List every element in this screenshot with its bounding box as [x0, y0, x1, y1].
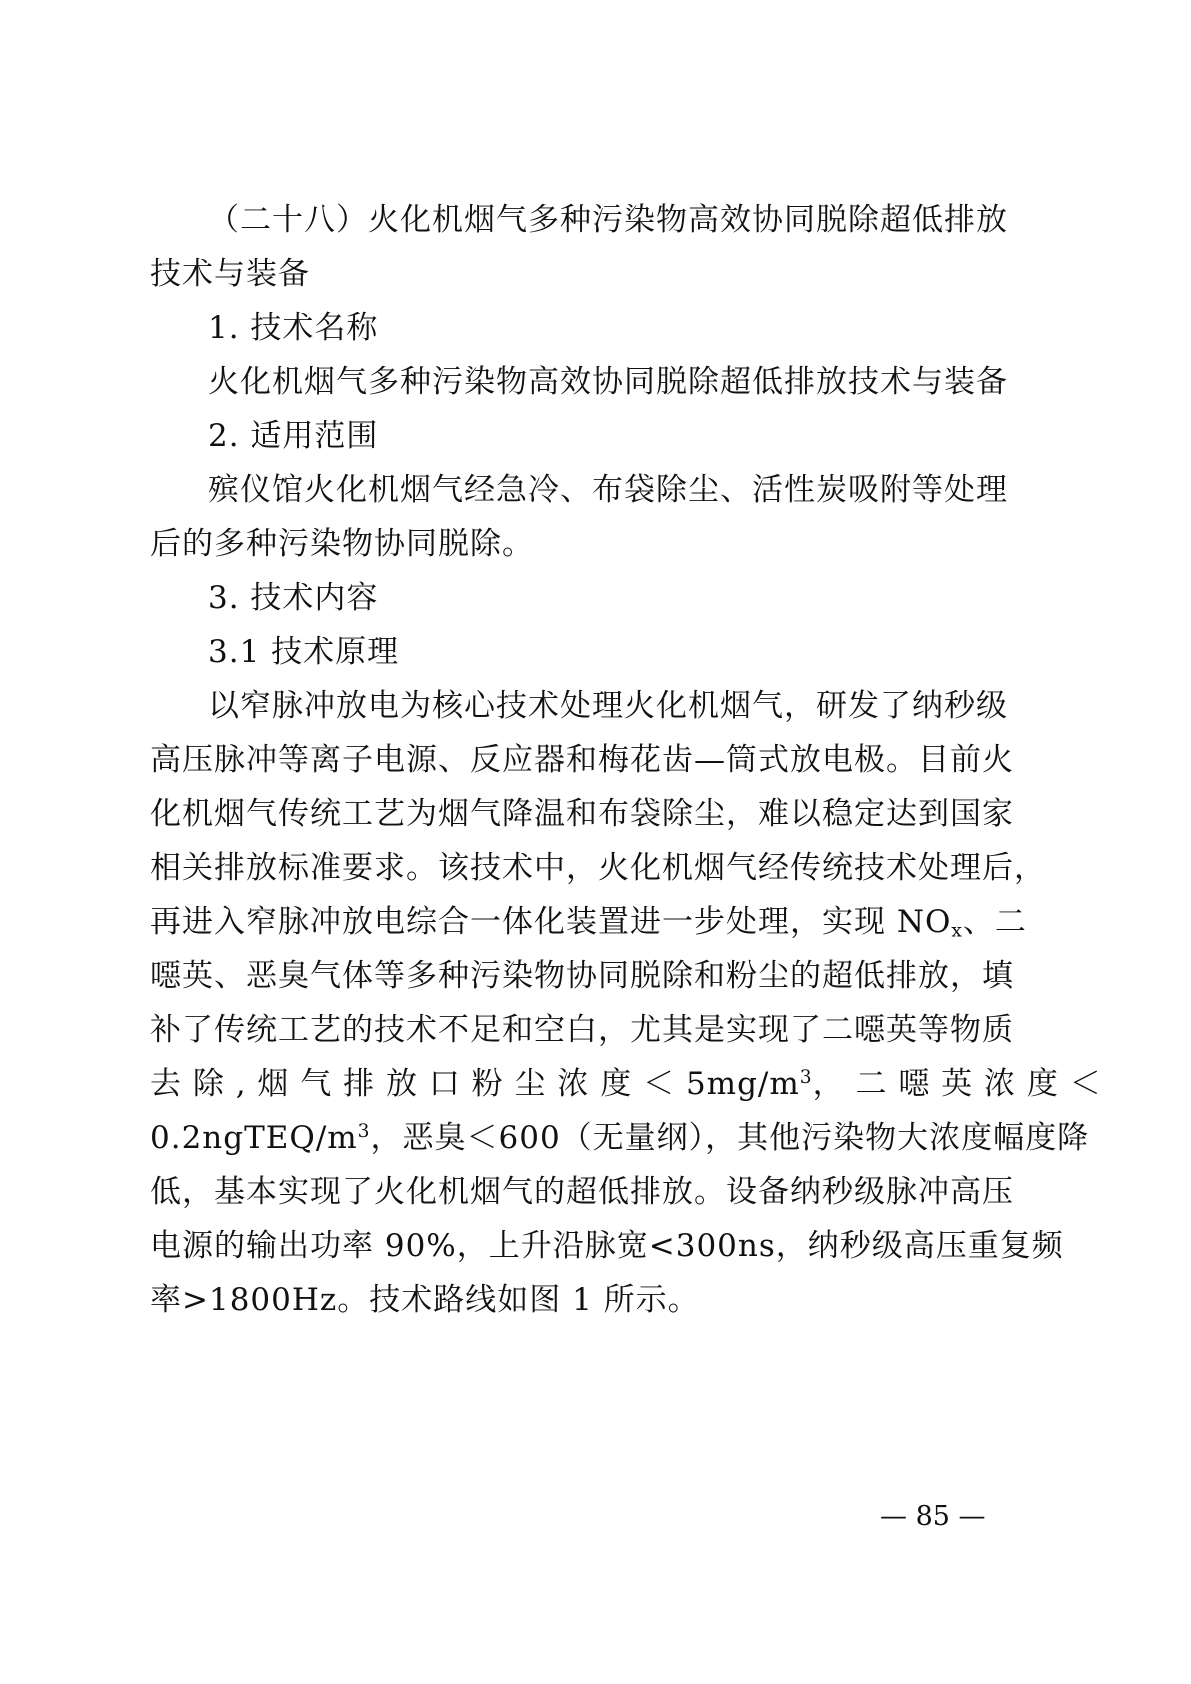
principle-line1: 以窄脉冲放电为核心技术处理火化机烟气，研发了纳秒级	[208, 688, 1008, 724]
heading-tech-content: 3. 技术内容	[208, 580, 379, 616]
principle-line12: 率>1800Hz。技术路线如图 1 所示。	[150, 1282, 700, 1318]
principle-line9: $0.2ngTEQ/m^3$，恶臭＜600（无量纲），其他污染物大浓度幅度降	[150, 1120, 1090, 1156]
principle-line4: 相关排放标准要求。该技术中，火化机烟气经传统技术处理后，	[150, 850, 1046, 886]
principle-line2: 高压脉冲等离子电源、反应器和梅花齿—筒式放电极。目前火	[150, 742, 1014, 778]
section-title-line1: （二十八）火化机烟气多种污染物高效协同脱除超低排放	[208, 202, 1008, 238]
principle-line11: 电源的输出功率 90%，上升沿脉宽<300ns，纳秒级高压重复频	[150, 1228, 1064, 1264]
principle-line10: 低，基本实现了火化机烟气的超低排放。设备纳秒级脉冲高压	[150, 1174, 1014, 1210]
principle-line5: 再进入窄脉冲放电综合一体化装置进一步处理，实现 $NO_x$、二	[150, 904, 1027, 942]
heading-tech-name: 1. 技术名称	[208, 310, 379, 346]
scope-text-line1: 殡仪馆火化机烟气经急冷、布袋除尘、活性炭吸附等处理	[208, 472, 1008, 508]
principle-line8: 去 除 , 烟 气 排 放 口 粉 尘 浓 度 ＜ $5mg/m^3$， 二 噁 英 浓 度 ＜	[150, 1066, 1102, 1102]
scope-text-line2: 后的多种污染物协同脱除。	[150, 526, 534, 562]
principle-line7: 补了传统工艺的技术不足和空白，尤其是实现了二噁英等物质	[150, 1012, 1014, 1048]
page-number: — 85 —	[880, 1501, 986, 1532]
principle-line3: 化机烟气传统工艺为烟气降温和布袋除尘，难以稳定达到国家	[150, 796, 1014, 832]
section-title-line2: 技术与装备	[150, 256, 310, 292]
heading-scope: 2. 适用范围	[208, 418, 379, 454]
heading-tech-principle: 3.1 技术原理	[208, 634, 400, 670]
principle-line6: 噁英、恶臭气体等多种污染物协同脱除和粉尘的超低排放，填	[150, 958, 1014, 994]
tech-name-text: 火化机烟气多种污染物高效协同脱除超低排放技术与装备	[208, 364, 1008, 400]
